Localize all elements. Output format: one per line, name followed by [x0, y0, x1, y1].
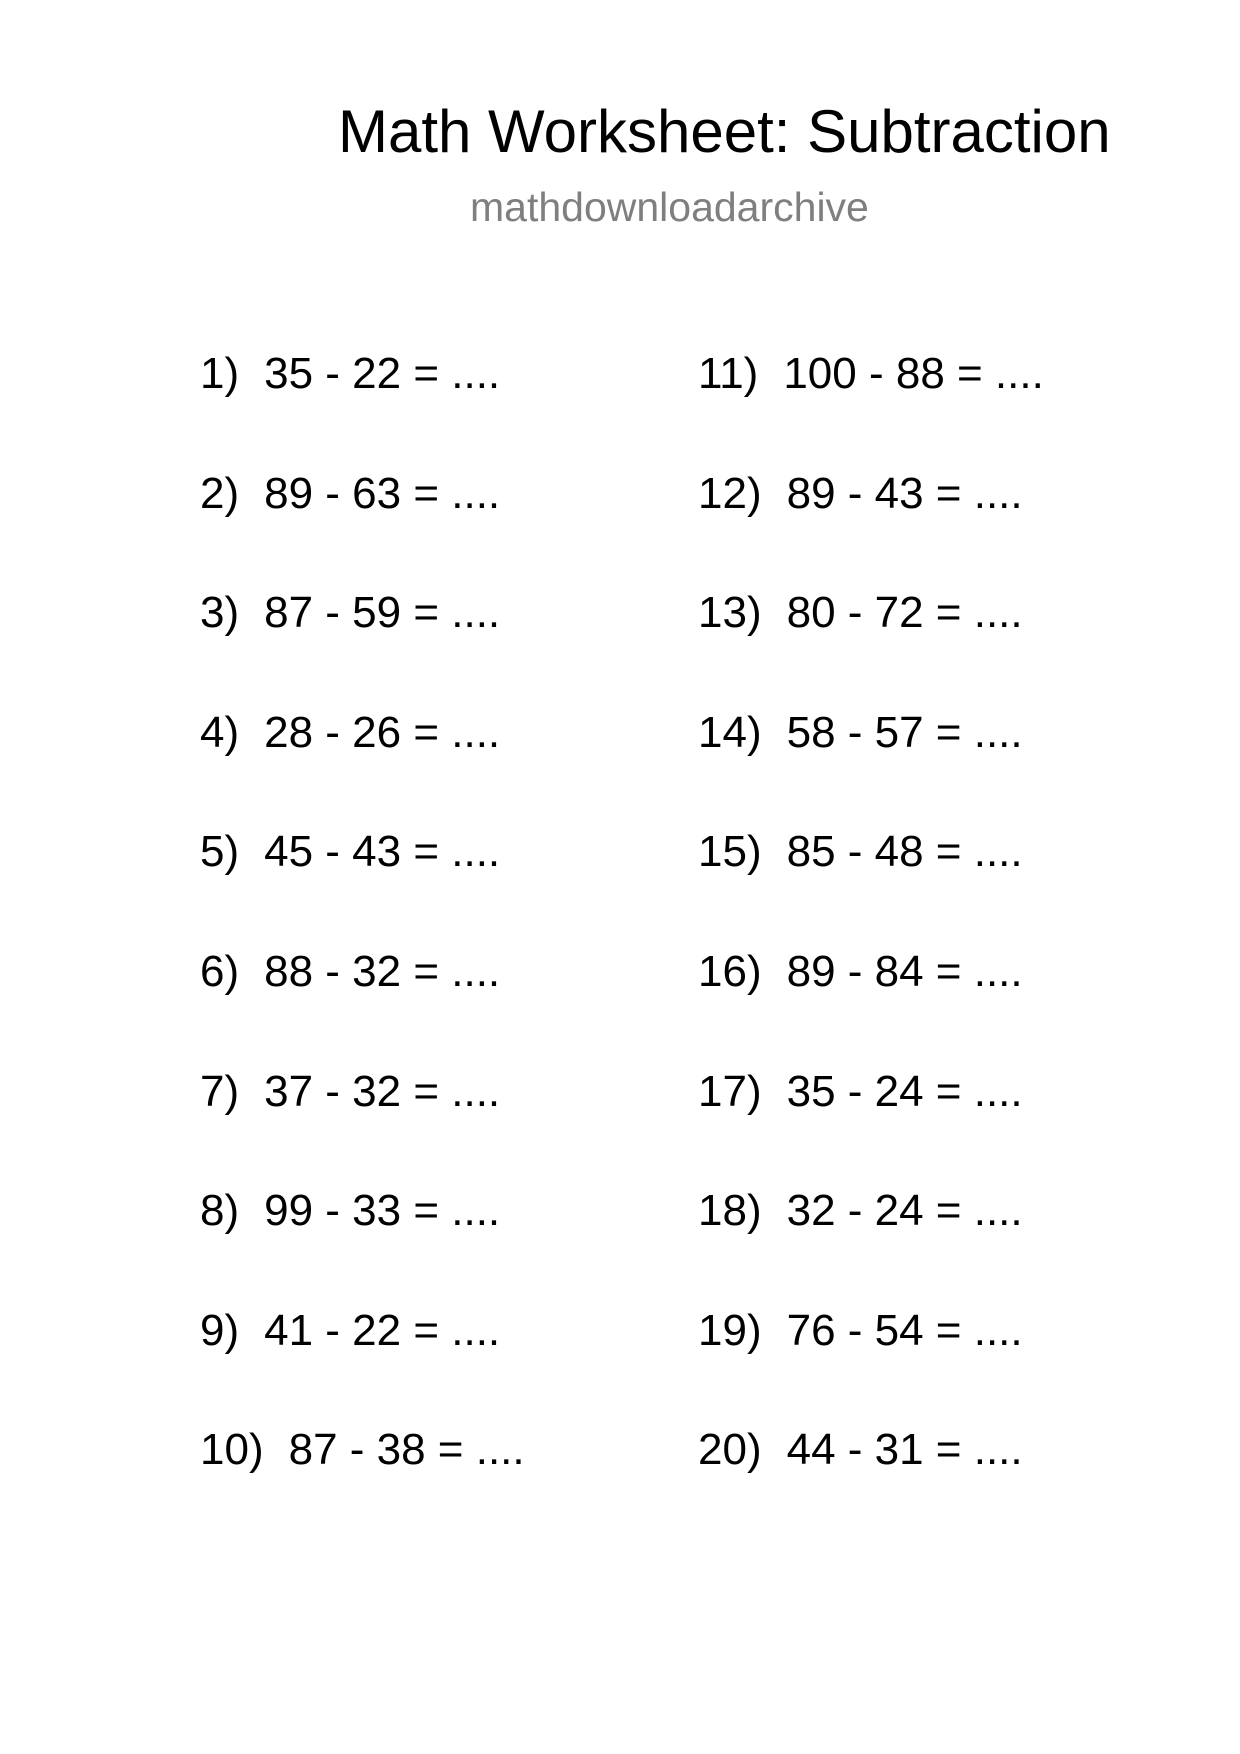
problem-number: 20) — [698, 1425, 762, 1475]
problem-expression: 41 - 22 = .... — [264, 1305, 501, 1355]
problem-number: 6) — [200, 946, 240, 996]
problem-expression: 28 - 26 = .... — [264, 707, 501, 757]
problem-number: 5) — [200, 827, 240, 877]
problem-2 — [200, 464, 525, 584]
problem-expression: 32 - 24 = .... — [786, 1186, 1023, 1236]
problem-expression: 58 - 57 = .... — [786, 707, 1023, 757]
problem-9 — [200, 1301, 525, 1421]
problem-expression: 45 - 43 = .... — [264, 827, 501, 877]
problem-14 — [698, 703, 1044, 823]
problem-4 — [200, 703, 525, 823]
problem-expression: 99 - 33 = .... — [264, 1186, 501, 1236]
problem-expression: 89 - 63 = .... — [264, 468, 501, 518]
page-title: Math Worksheet: Subtraction — [338, 98, 1111, 165]
problem-number: 16) — [698, 946, 762, 996]
problem-number: 7) — [200, 1066, 240, 1116]
problem-expression: 35 - 22 = .... — [264, 349, 501, 398]
problem-expression: 35 - 24 = .... — [786, 1066, 1023, 1116]
problem-expression: 37 - 32 = .... — [264, 1066, 501, 1116]
problem-expression: 89 - 84 = .... — [786, 946, 1023, 996]
problem-17 — [698, 1062, 1044, 1182]
problem-number: 11) — [698, 349, 759, 398]
problem-19 — [698, 1301, 1044, 1421]
problem-number: 14) — [698, 707, 762, 757]
problem-5 — [200, 822, 525, 942]
problem-1 — [200, 344, 525, 464]
problem-20 — [698, 1420, 1044, 1540]
page-subtitle: mathdownloadarchive — [470, 184, 869, 230]
problem-expression: 88 - 32 = .... — [264, 946, 501, 996]
problem-number: 9) — [200, 1305, 240, 1355]
problem-expression: 89 - 43 = .... — [786, 468, 1023, 518]
problem-number: 3) — [200, 588, 240, 638]
problem-expression: 85 - 48 = .... — [786, 827, 1023, 877]
problem-number: 18) — [698, 1186, 762, 1236]
problem-15 — [698, 822, 1044, 942]
problem-column-left — [200, 344, 525, 1540]
problem-6 — [200, 942, 525, 1062]
problem-number: 15) — [698, 827, 762, 877]
problem-number: 10) — [200, 1425, 264, 1475]
problem-12 — [698, 464, 1044, 584]
problem-10 — [200, 1420, 525, 1540]
problem-number: 17) — [698, 1066, 762, 1116]
problem-number: 4) — [200, 707, 240, 757]
problem-number: 19) — [698, 1305, 762, 1355]
problem-3 — [200, 583, 525, 703]
problem-8 — [200, 1181, 525, 1301]
problem-expression: 100 - 88 = .... — [783, 349, 1044, 398]
problem-expression: 87 - 59 = .... — [264, 588, 501, 638]
problem-expression: 76 - 54 = .... — [786, 1305, 1023, 1355]
problem-number: 12) — [698, 468, 762, 518]
problem-expression: 87 - 38 = .... — [288, 1425, 525, 1475]
problem-7 — [200, 1062, 525, 1182]
problem-18 — [698, 1181, 1044, 1301]
problem-number: 1) — [200, 349, 240, 398]
problem-number: 2) — [200, 468, 240, 518]
problem-number: 13) — [698, 588, 762, 638]
problem-11 — [698, 344, 1044, 464]
problem-column-right — [698, 344, 1044, 1540]
problem-13 — [698, 583, 1044, 703]
problem-expression: 44 - 31 = .... — [786, 1425, 1023, 1475]
problem-number: 8) — [200, 1186, 240, 1236]
problem-16 — [698, 942, 1044, 1062]
problem-expression: 80 - 72 = .... — [786, 588, 1023, 638]
